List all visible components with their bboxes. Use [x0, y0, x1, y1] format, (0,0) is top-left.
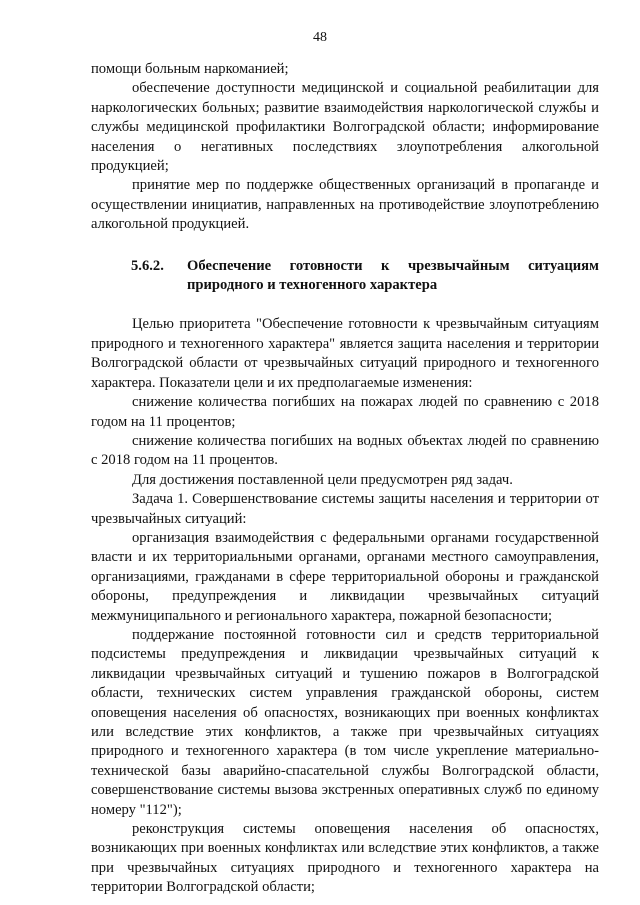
- paragraph: снижение количества погибших на водных объектах людей по сравнению с 2018 годом на 11 процентов.: [91, 432, 599, 469]
- page-number: 48: [313, 30, 327, 45]
- paragraph: Целью приоритета "Обеспечение готовности к чрезвычайным ситуациям природного и техногенного характера" является защита населения и территории Волгоградской области от чрезвычайных ситуаций природного и техногенного характера. Показатели цели и их предполагаемые изменения:: [91, 316, 599, 391]
- paragraph: принятие мер по поддержке общественных организаций в пропаганде и осуществлении инициатив, направленных на противодействие злоупотреблению алкогольной продукцией.: [91, 177, 599, 233]
- paragraph: снижение количества погибших на пожарах людей по сравнению с 2018 годом на 11 процентов;: [91, 394, 599, 430]
- section-heading: [91, 257, 599, 296]
- section-title: Обеспечение готовности к чрезвычайным ситуациям природного и техногенного характера: [187, 257, 599, 294]
- main-paragraphs: [91, 315, 599, 897]
- paragraph: Задача 1. Совершенствование системы защиты населения и территории от чрезвычайных ситуаций:: [91, 491, 599, 527]
- paragraph: реконструкция системы оповещения населения об опасностях, возникающих при военных конфликтах или вследствие этих конфликтов, а также при чрезвычайных ситуациях природного и техногенного характера на территории Волгоградской области;: [91, 821, 599, 896]
- paragraph: поддержание постоянной готовности сил и средств территориальной подсистемы предупреждения и ликвидации чрезвычайных ситуаций к ликвидации чрезвычайных ситуаций и тушению пожаров в Волгоградской области, технических систем управления гражданской обороны, систем оповещения населения об опасностях, возникающих при военных конфликтах или вследствие этих конфликтов, а также при чрезвычайных ситуациях природного и техногенного характера (в том числе укрепление материально-технической базы аварийно-спасательной службы Волгоградской области, совершенствование системы вызова экстренных оперативных служб по единому номеру "112");: [91, 626, 599, 818]
- paragraph: обеспечение доступности медицинской и социальной реабилитации для наркологических больных; развитие взаимодействия наркологической службы и службы медицинской профилактики Волгоградской области; информирование населения о негативных последствиях злоупотребления алкогольной продукцией;: [91, 80, 599, 175]
- section-number: 5.6.2.: [131, 257, 164, 274]
- paragraph: Для достижения поставленной цели предусмотрен ряд задач.: [132, 471, 513, 488]
- page-body: [91, 60, 599, 898]
- paragraph: организация взаимодействия с федеральными органами государственной власти и их территориальными органами, органами местного самоуправления, организациями, гражданами в сфере территориальной обороны и гражданской обороны, предупреждения и ликвидации чрезвычайных ситуаций межмуниципального и регионального характера, пожарной безопасности;: [91, 529, 599, 624]
- top-paragraphs: [91, 60, 599, 235]
- paragraph: помощи больным наркоманией;: [91, 61, 289, 77]
